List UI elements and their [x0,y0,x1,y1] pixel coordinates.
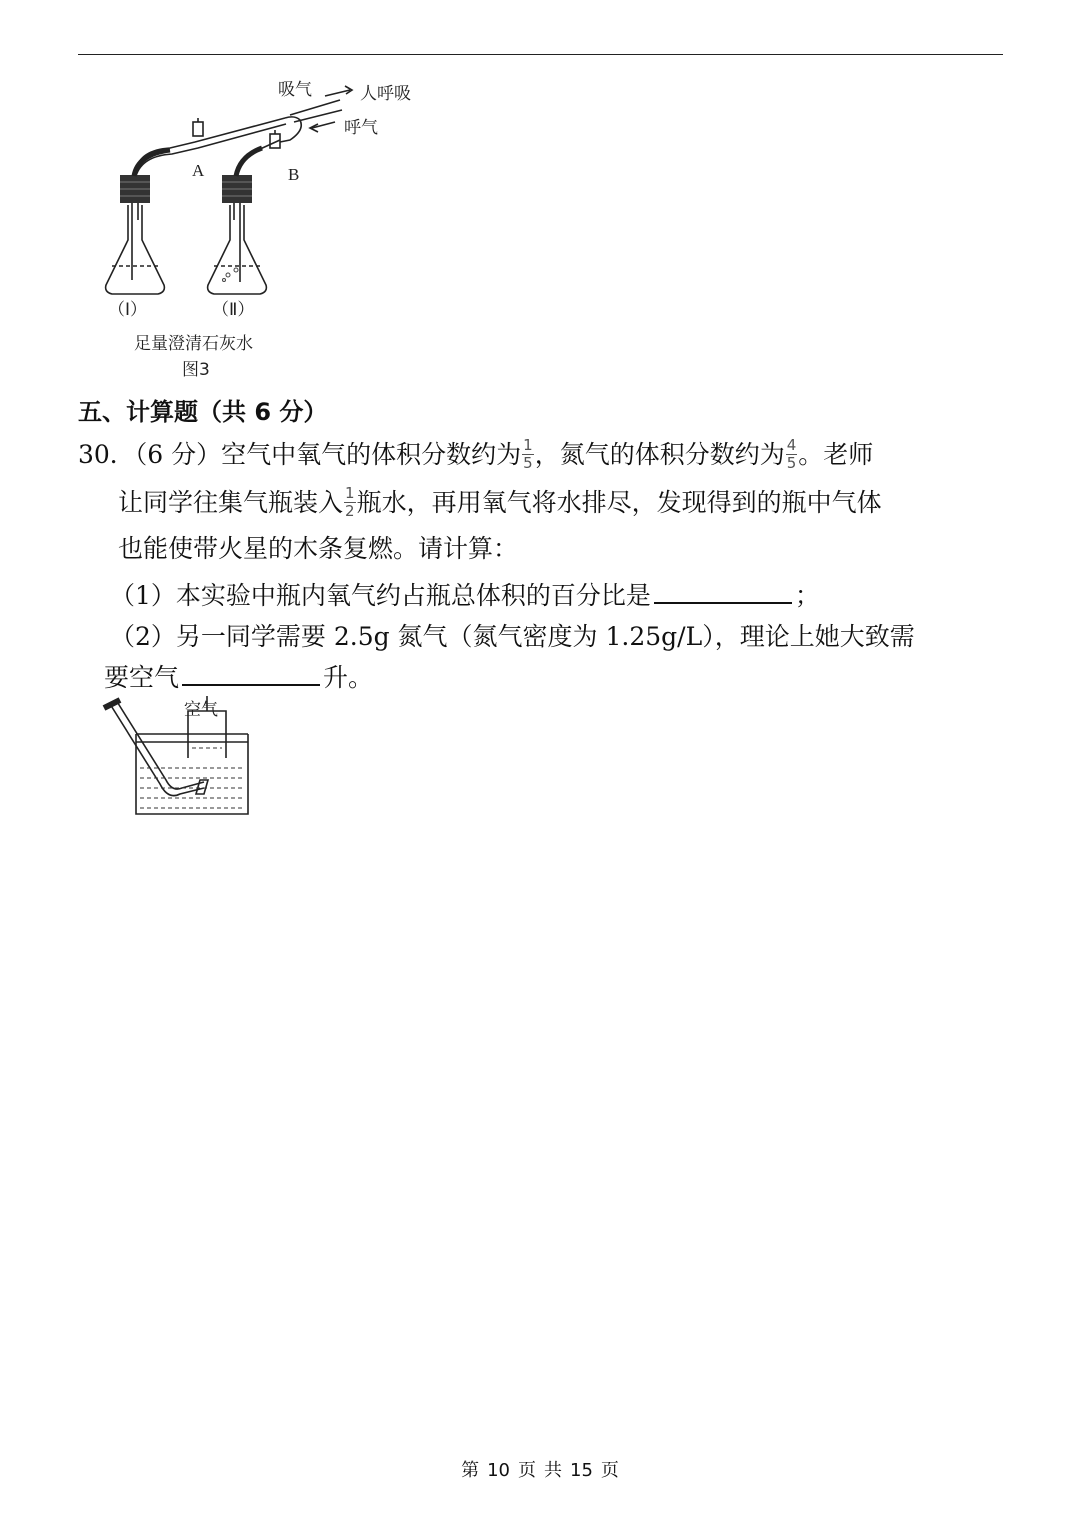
frac-den: 2 [345,502,355,520]
label-exhale: 呼气 [344,118,378,138]
label-flask-1: （Ⅰ） [108,300,148,320]
question-line-1 [78,436,874,473]
q-text: ； [794,581,820,610]
label-inhale: 吸气 [278,80,312,100]
answer-blank-1[interactable] [654,580,792,604]
label-person-breathing: 人呼吸 [360,84,411,104]
sub-question-2-line-1: （2）另一同学需要 2.5g 氮气（氮气密度为 1.25g/L），理论上她大致需 [110,622,915,651]
fraction-four-fifths [786,438,798,471]
fraction-one-fifth [522,438,534,471]
page-footer [0,1456,1080,1482]
footer-suffix: 页 [600,1460,619,1481]
footer-prefix: 第 [461,1460,480,1481]
fraction-one-half [344,486,356,519]
footer-page-number: 10 [487,1460,510,1481]
footer-total-word: 共 [544,1460,562,1481]
label-valve-b: B [288,165,300,184]
frac-num: 1 [523,436,533,454]
air-collection-drawing [96,696,266,821]
question-line-2 [118,484,882,521]
footer-page-word: 页 [518,1460,536,1481]
frac-num: 1 [345,484,355,502]
label-flask-2: （Ⅱ） [212,300,255,320]
frac-num: 4 [786,436,797,454]
figure-caption: 图3 [182,360,210,380]
q-text: 。老师 [798,440,874,469]
label-reagent: 足量澄清石灰水 [134,334,253,354]
footer-total-pages: 15 [570,1460,593,1481]
figure-air-collection [96,696,266,821]
question-line-3: 也能使带火星的木条复燃。请计算： [118,534,519,563]
q-text: 要空气 [104,663,180,692]
answer-blank-2[interactable] [182,662,320,686]
q-text: 升。 [323,663,374,692]
q-text: 30．（6 分）空气中氧气的体积分数约为 [78,440,522,469]
q-text: ，氮气的体积分数约为 [534,440,785,469]
sub-question-1 [110,580,820,608]
top-rule [78,54,1003,55]
section-title: 五、计算题（共 6 分） [78,398,328,426]
figure-3-breath-apparatus [90,70,450,390]
frac-den: 5 [523,454,533,472]
label-air: 空气 [184,700,218,720]
label-valve-a: A [192,161,205,180]
q-text: 瓶水，再用氧气将水排尽，发现得到的瓶中气体 [356,488,882,517]
q-text: 让同学往集气瓶装入 [118,488,344,517]
sub-question-2-line-2 [104,662,373,690]
q-text: （1）本实验中瓶内氧气约占瓶总体积的百分比是 [110,581,651,610]
frac-den: 5 [786,454,797,472]
